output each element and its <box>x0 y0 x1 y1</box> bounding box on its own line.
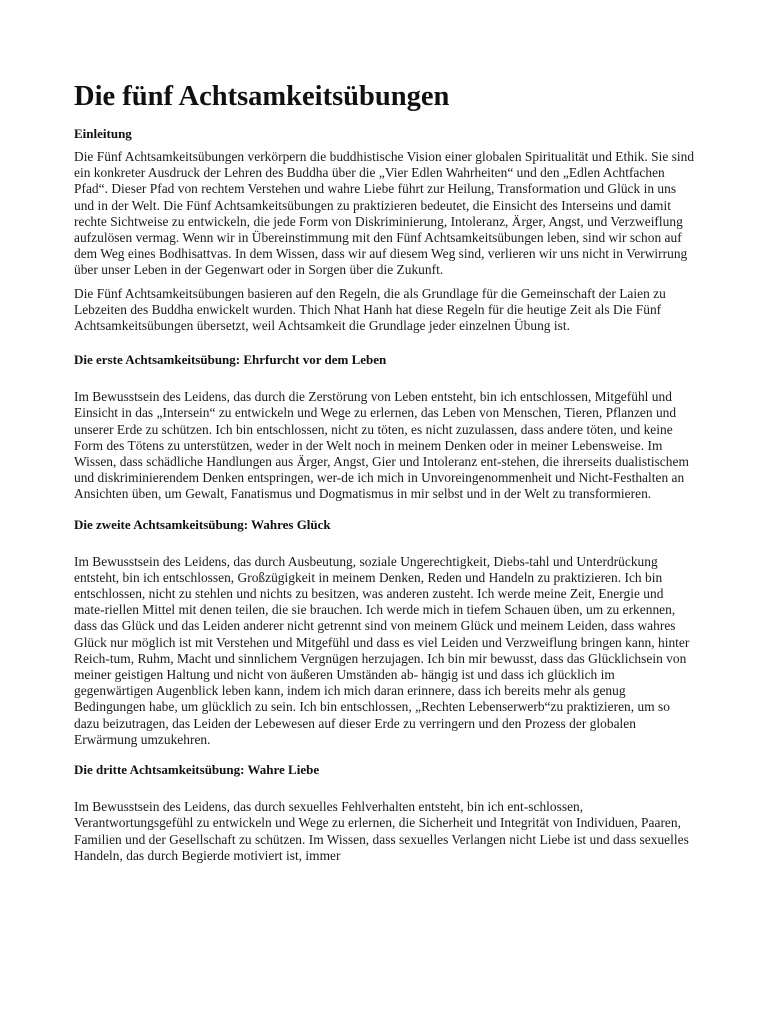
section-heading-second-training: Die zweite Achtsamkeitsübung: Wahres Glück <box>74 516 331 532</box>
document-page <box>74 80 696 864</box>
spacer <box>74 375 696 389</box>
spacer <box>74 503 696 517</box>
spacer <box>74 279 696 286</box>
spacer <box>74 785 696 799</box>
section-heading-first-training: Die erste Achtsamkeitsübung: Ehrfurcht vor dem Leben <box>74 352 387 368</box>
second-training-paragraph: Im Bewusstsein des Leidens, das durch Ausbeutung, soziale Ungerechtigkeit, Diebs-tahl und Unterdrückung entsteht, bin ich entschlossen, Großzügigkeit in meinem Denken, Reden und Handeln zu praktizieren. Ich bin entschlossen, nicht zu stehlen und nichts zu besitzen, was anderen zusteht. Ich werde meine Zeit, Energie und mate-riellen Mittel mit denen teilen, die sie brauchen. Ich werde mich in tiefem Schauen üben, um zu erkennen, dass das Glück und das Leiden anderer nicht getrennt sind von meinem Glück und meinem Leiden, dass wahres Glück nur möglich ist mit Verstehen und Mitgefühl und dass es viel Leiden und Verzweiflung bringen kann, hinter Reich-tum, Ruhm, Macht und sinnlichem Vergnügen herzujagen. Ich bin mir bewusst, dass das Glücklichsein von meiner geistigen Haltung und nicht von äußeren Umständen ab- hängig ist und dass ich glücklich im gegenwärtigen Augenblick leben kann, indem ich mich daran erinnere, dass ich bereits mehr als genug Bedingungen habe, um glücklich zu sein. Ich bin entschlossen, „Rechten Lebenserwerb“zu praktizieren, um so dazu beizutragen, das Leiden der Lebewesen auf dieser Erde zu verringern und den Prozess der globalen Erwärmung umzukehren. <box>74 553 690 747</box>
section-heading-third-training: Die dritte Achtsamkeitsübung: Wahre Liebe <box>74 762 320 778</box>
spacer <box>74 334 696 352</box>
intro-paragraph-1: Die Fünf Achtsamkeitsübungen verkörpern die buddhistische Vision einer globalen Spiritualität und Ethik. Sie sind ein konkreter Ausdruck der Lehren des Buddha über die „Vier Edlen Wahrheiten“ und den „Edlen Achtfachen Pfad“. Dieser Pfad von rechtem Verstehen und wahre Liebe führt zur Heilung, Transformation und Glück in uns und in der Welt. Die Fünf Achtsamkeitsübungen zu praktizieren bedeutet, die Einsicht des Interseins und damit rechte Sichtweise zu entwickeln, die jede Form von Diskriminierung, Intoleranz, Ärger, Angst, und Verzweiflung aufzulösen vermag. Wenn wir in Übereinstimmung mit den Fünf Achtsamkeitsübungen leben, sind wir schon auf dem Weg eines Bodhisattvas. In dem Wissen, dass wir auf diesem Weg sind, verlieren wir uns nicht in Verwirrung über unser Leben in der Gegenwart oder in Sorgen über die Zukunft. <box>74 149 695 278</box>
spacer <box>74 748 696 762</box>
third-training-paragraph: Im Bewusstsein des Leidens, das durch sexuelles Fehlverhalten entsteht, bin ich ent-schlossen, Verantwortungsgefühl zu entwickeln und Wege zu erlernen, die Sicherheit und Integrität von Individuen, Paaren, Familien und der Gesellschaft zu schützen. Im Wissen, dass sexuelles Verlangen nicht Liebe ist und dass sexuelles Handeln, das durch Begierde motiviert ist, immer <box>74 799 689 863</box>
section-heading-introduction: Einleitung <box>74 126 132 141</box>
document-title: Die fünf Achtsamkeitsübungen <box>74 81 450 112</box>
spacer <box>74 540 696 554</box>
first-training-paragraph: Im Bewusstsein des Leidens, das durch die Zerstörung von Leben entsteht, bin ich entschlossen, Mitgefühl und Einsicht in das „Intersein“ zu entwickeln und Wege zu erlernen, das Leben von Menschen, Tieren, Pflanzen und unserer Erde zu schützen. Ich bin entschlossen, nicht zu töten, es nicht zuzulassen, dass andere töten, und keine Form des Tötens zu unterstützen, weder in der Welt noch in meinem Denken oder in meiner Lebensweise. Im Wissen, dass schädliche Handlungen aus Ärger, Angst, Gier und Intoleranz ent-stehen, die ihrerseits dualistischem und diskriminierendem Denken entspringen, wer-de ich mich in Unvoreingenommenheit und Nicht-Festhalten an Ansichten üben, um Gewalt, Fanatismus und Dogmatismus in mir selbst und in der Welt zu transformieren. <box>74 389 689 502</box>
intro-paragraph-2: Die Fünf Achtsamkeitsübungen basieren auf den Regeln, die als Grundlage für die Gemeinschaft der Laien zu Lebzeiten des Buddha enwickelt wurden. Thich Nhat Hanh hat diese Regeln für die heutige Zeit als Die Fünf Achtsamkeitsübungen übersetzt, weil Achtsamkeit die Grundlage jeder einzelnen Übung ist. <box>74 285 666 334</box>
